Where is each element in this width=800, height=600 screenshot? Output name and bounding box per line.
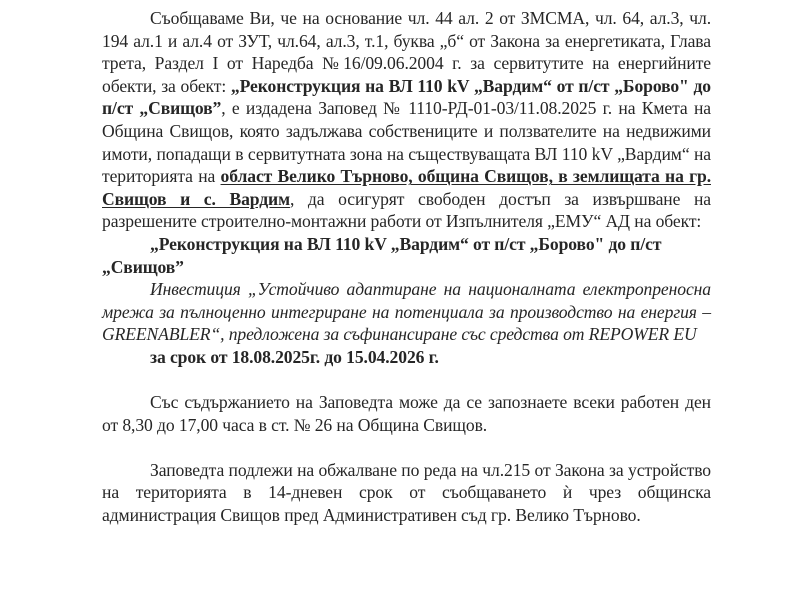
legal-basis-text: Съобщаваме Ви, че на основание чл. 44 ал. 2 от ЗМСМА, чл. 64, ал.3, чл. 194 ал.1 и ал.4 от ЗУТ, чл.64, ал.3, т.1, буква „б“ от Закона за енергетиката, Глава трета, Раздел I от Наредба №16/09.06.2004 г. за сервитутите на енергийните обекти, за обект:	[102, 8, 711, 96]
location-text: област Велико Търново, община Свищов, в землищата на гр. Свищов и с. Вардим	[102, 166, 711, 209]
notice-paragraph	[102, 7, 711, 233]
document-page	[102, 7, 711, 527]
spacer	[102, 369, 711, 392]
period-text: за срок от 18.08.2025г. до 15.04.2026 г.	[150, 346, 439, 367]
review-paragraph: Със съдържанието на Заповедта може да се запознаете всеки работен ден от 8,30 до 17,00 часа в ст. № 26 на Община Свищов.	[102, 392, 711, 435]
order-text: , е издадена Заповед № 1110-РД-01-03/11.08.2025 г. на Кмета на Община Свищов, която задължава собствениците и ползвателите на недвижими имоти, попадащи в сервитутната зона на съществуващата ВЛ 110 kV „Вардим“ на територията на	[102, 98, 711, 187]
period-line	[102, 346, 711, 369]
project-title	[102, 233, 711, 278]
appeal-paragraph: Заповедта подлежи на обжалване по реда на чл.215 от Закона за устройство на територията в 14-дневен срок от съобщаването ѝ чрез общинска администрация Свищов пред Административен съд гр. Велико Търново.	[102, 459, 711, 526]
project-title-text: „Реконструкция на ВЛ 110 kV „Вардим“ от п/ст „Борово" до п/ст „Свищов”	[102, 233, 662, 277]
investment-text: Инвестиция „Устойчиво адаптиране на националната електропреносна мрежа за пълноценно интегриране на потенциала за производство на енергия – GREENABLER“, предложена за съфинансиране със средства от REPOWER EU	[102, 279, 711, 345]
access-text: , да осигурят свободен достъп за извършване на разрешените строително-монтажни работи от Изпълнителя „ЕМУ“ АД на обект:	[102, 188, 712, 232]
object-name: „Реконструкция на ВЛ 110 kV „Вардим“ от п/ст „Борово" до п/ст „Свищов”	[102, 75, 711, 119]
spacer	[102, 436, 711, 459]
